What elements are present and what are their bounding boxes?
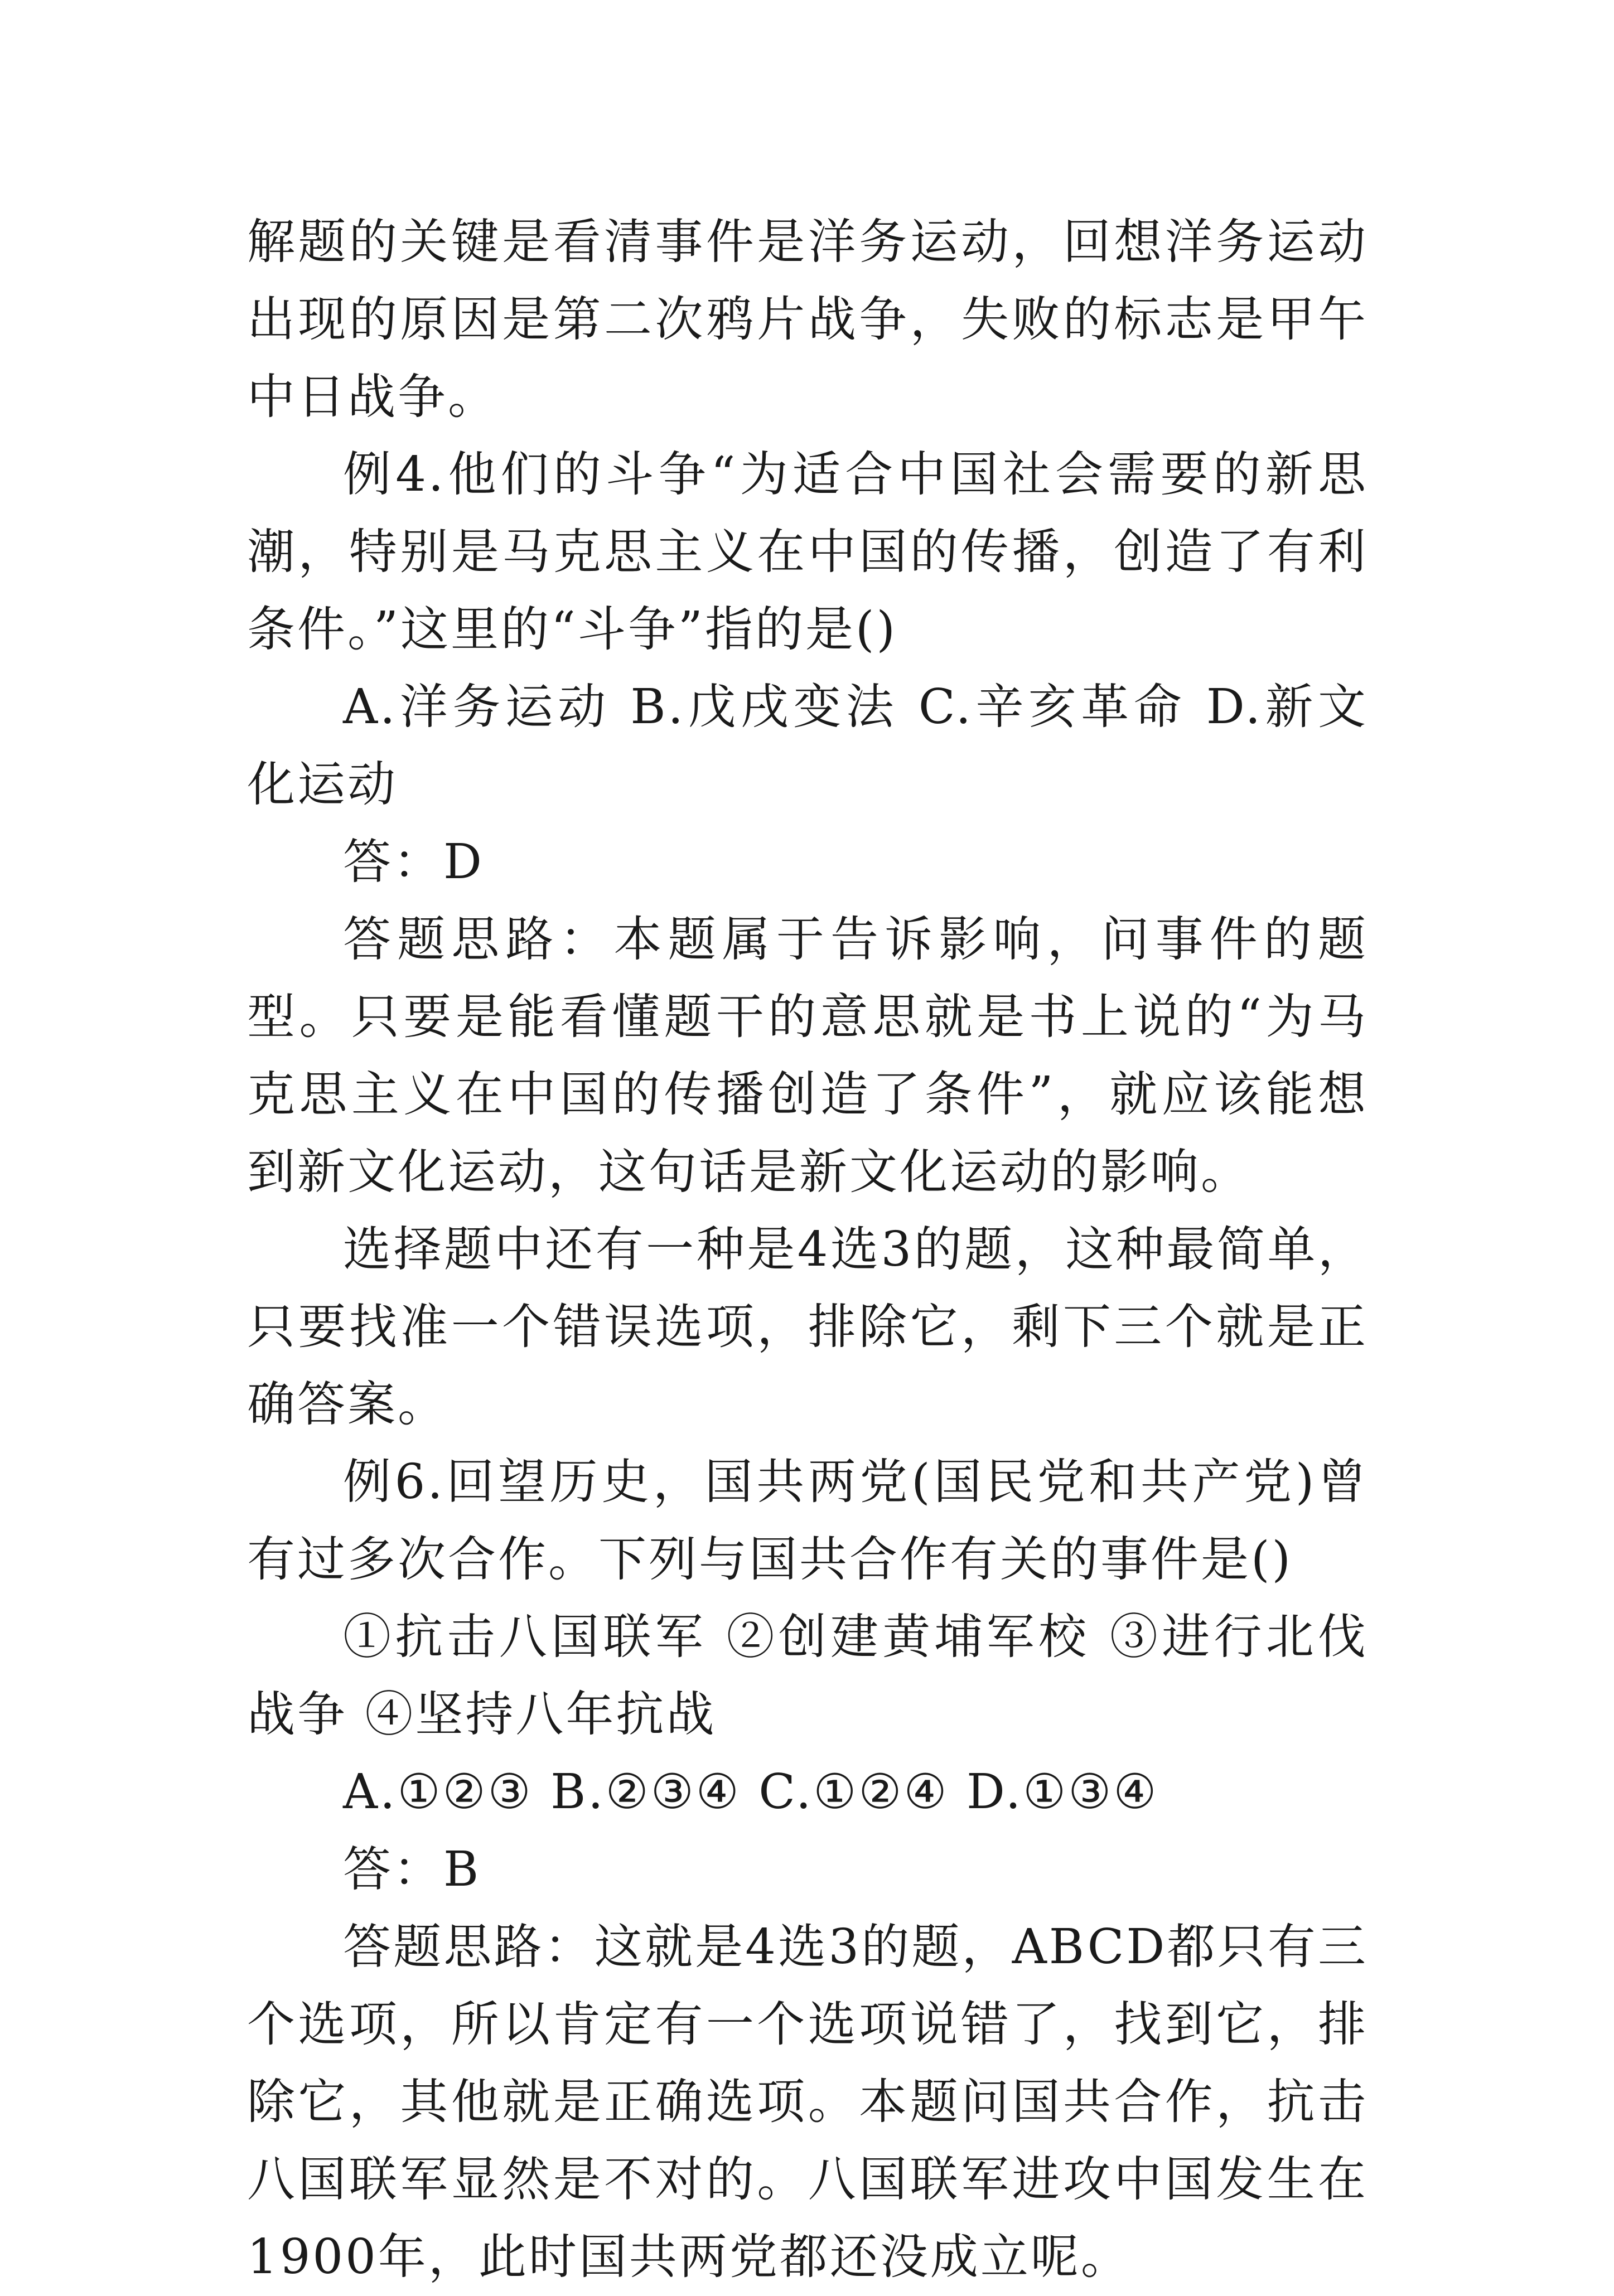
paragraph-example-6-options: A.①②③ B.②③④ C.①②④ D.①③④ <box>343 1764 1159 1820</box>
paragraph-example-4-options: A.洋务运动 B.戊戌变法 C.辛亥革命 D.新文化运动 <box>247 679 1368 812</box>
paragraph-example-6-answer: 答：B <box>343 1842 481 1897</box>
paragraph-example-4-question: 例4.他们的斗争“为适合中国社会需要的新思潮，特别是马克思主义在中国的传播，创造了有利条件。”这里的“斗争”指的是() <box>247 447 1368 657</box>
paragraph-four-choose-three: 选择题中还有一种是4选3的题，这种最简单，只要找准一个错误选项，排除它，剩下三个就是正确答案。 <box>247 1222 1368 1432</box>
paragraph-example-6-items: ①抗击八国联军 ②创建黄埔军校 ③进行北伐战争 ④坚持八年抗战 <box>247 1609 1368 1742</box>
paragraph-example-6-question: 例6.回望历史，国共两党(国民党和共产党)曾有过多次合作。下列与国共合作有关的事件是() <box>247 1454 1368 1587</box>
paragraph-1: 解题的关键是看清事件是洋务运动，回想洋务运动出现的原因是第二次鸦片战争，失败的标志是甲午中日战争。 <box>247 214 1368 425</box>
paragraph-example-4-reasoning: 答题思路：本题属于告诉影响，问事件的题型。只要是能看懂题干的意思就是书上说的“为马克思主义在中国的传播创造了条件”，就应该能想到新文化运动，这句话是新文化运动的影响。 <box>247 912 1368 1200</box>
paragraph-example-4-answer: 答：D <box>343 834 484 890</box>
paragraph-example-6-reasoning: 答题思路：这就是4选3的题，ABCD都只有三个选项，所以肯定有一个选项说错了，找到它，排除它，其他就是正确选项。本题问国共合作，抗击八国联军显然是不对的。八国联军进攻中国发生在1900年，此时国共两党都还没成立呢。 <box>247 1919 1368 2285</box>
document-body <box>247 204 1368 2296</box>
